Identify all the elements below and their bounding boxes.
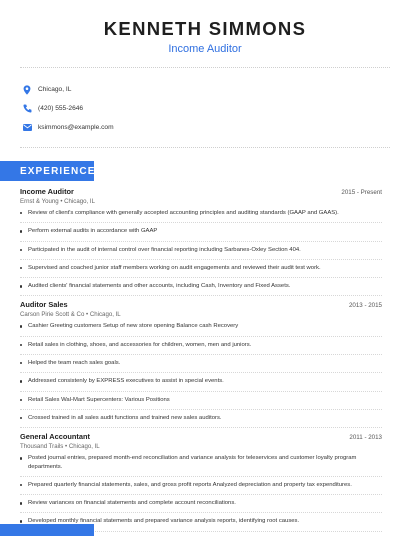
job-entry [20,187,382,296]
list-item: Retail sales in clothing, shoes, and accessories for children, women, men and juniors. [20,341,382,355]
contact-phone [20,99,114,118]
job-entry [20,300,382,428]
list-item: Retail Sales Wal-Mart Supercenters: Various Positions [20,396,382,410]
list-item: Crossed trained in all sales audit functions and trained new sales auditors. [20,414,382,428]
candidate-name: KENNETH SIMMONS [103,18,307,39]
contact-list [20,80,114,137]
phone-icon [20,104,34,113]
candidate-title: Income Auditor [168,43,242,55]
section-bar-next [0,524,94,536]
location-pin-icon [20,85,34,95]
list-item: Audited clients' financial statements and other accounts, including Cash, Inventory and Fixed Assets. [20,282,382,296]
job-title: Income Auditor [20,187,74,196]
job-dates: 2015 - Present [341,189,382,196]
contact-location [20,80,114,99]
list-item: Perform external audits in accordance with GAAP [20,227,382,241]
list-item: Posted journal entries, prepared month-end reconciliation and variance analysis for teleservices and customer loyalty program departments. [20,454,382,477]
resume-header [0,0,410,56]
list-item: Helped the team reach sales goals. [20,359,382,373]
divider [20,67,390,68]
email-icon [20,124,34,131]
contact-email-text[interactable]: ksimmons@example.com [38,124,114,131]
list-item: Developed monthly financial statements and prepared variance analysis reports, identifying root causes. [20,517,382,531]
contact-email[interactable] [20,118,114,137]
list-item: Participated in the audit of internal control over financial reporting including Sarbanes-Oxley Section 404. [20,246,382,260]
experience-list [20,187,382,536]
list-item: Cashier Greeting customers Setup of new store opening Balance cash Recovery [20,322,382,336]
list-item: Addressed consistenly by EXPRESS executives to assist in special events. [20,377,382,391]
job-company: Carson Pirie Scott & Co • Chicago, IL [20,311,121,319]
job-dates: 2011 - 2013 [349,434,382,442]
list-item: Review of client's compliance with generally accepted accounting principles and auditing standards (GAAP and GAAS). [20,209,382,223]
job-title: Auditor Sales [20,300,68,310]
job-dates: 2013 - 2015 [348,302,382,310]
job-company: Ernst & Young • Chicago, IL [20,198,95,205]
divider [20,147,390,148]
job-title: General Accountant [20,432,90,442]
contact-phone-text: (420) 555-2646 [38,105,84,112]
section-heading-experience: EXPERIENCE [0,161,94,181]
list-item: Review variances on financial statements and complete account reconciliations. [20,499,382,513]
job-bullets [20,454,382,531]
job-company: Thousand Trails • Chicago, IL [20,443,100,451]
job-bullets [20,322,382,428]
job-bullets [20,209,382,296]
list-item: Supervised and coached junior staff members working on audit engagements and reviewed their audit test work. [20,264,382,278]
contact-location-text: Chicago, IL [38,86,72,93]
list-item: Prepared quarterly financial statements, sales, and gross profit reports Analyzed depreciation and property tax expenditures. [20,481,382,495]
job-entry [20,432,382,531]
